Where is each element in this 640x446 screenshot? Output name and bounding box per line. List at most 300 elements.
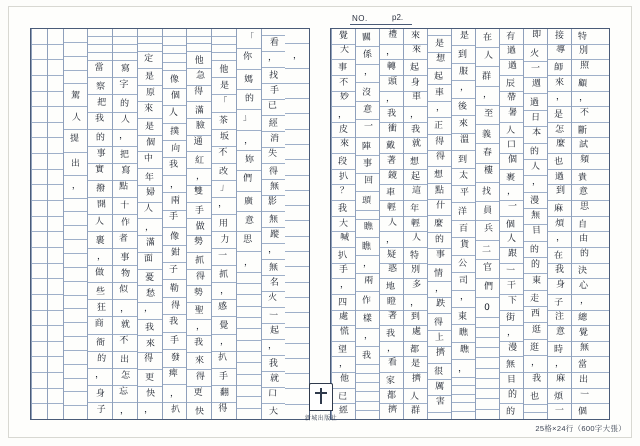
grid-cell [32,169,47,185]
grid-cell [548,403,571,419]
grid-cell [187,218,211,235]
grid-cell-char: 年 [144,172,155,183]
grid-cell [595,122,609,138]
grid-cell-char: 覺 [578,327,589,339]
grid-cell-char: 商 [94,319,104,330]
grid-cell [332,247,355,263]
grid-cell-char: 即 [531,30,542,41]
grid-cell [64,281,88,295]
grid-cell [595,263,609,279]
grid-cell [356,291,379,309]
grid-cell [138,168,162,185]
grid-cell [404,278,427,294]
grid-cell-char: ， [267,340,277,352]
grid-cell-char: 擠 [387,405,398,416]
grid-cell [404,44,427,60]
grid-cell-char: 帶 [506,93,517,104]
grid-cell [64,253,88,267]
grid-cell [476,327,499,337]
grid-cell [452,115,475,132]
grid-cell-char: 很 [433,366,444,377]
grid-cell [524,208,547,224]
grid-cell [548,75,571,91]
grid-cell [572,231,595,247]
grid-cell [380,216,403,232]
grid-cell-char: 看 [387,358,398,369]
grid-cell-char: 狂 [96,302,106,314]
grid-cell-char: 疑 [386,249,397,260]
grid-cell [64,129,88,152]
grid-column [162,29,187,419]
grid-cell [262,339,286,355]
grid-cell-char: 頭 [361,196,372,207]
grid-cell-char: 得 [193,86,203,98]
grid-cell [113,282,137,299]
grid-cell [595,200,609,216]
grid-cell [285,312,309,327]
grid-cell-char: 麻 [555,373,566,385]
grid-cell-char: 顧 [577,78,588,89]
grid-cell [380,91,403,107]
grid-cell [380,247,403,263]
grid-cell [48,263,63,279]
grid-cell [356,137,379,155]
grid-cell [48,184,63,200]
grid-cell-char: 不 [119,336,129,347]
grid-cell-char: 已 [267,100,277,112]
grid-cell-char: 我 [410,124,421,135]
grid-cell-char: 起 [411,171,421,182]
grid-cell [500,122,523,138]
grid-cell [138,135,162,152]
grid-cell [163,140,187,157]
grid-cell [138,252,162,269]
grid-cell-char: 0 [483,302,490,314]
grid-column [261,29,286,419]
grid-cell-char: 撥 [95,184,105,195]
grid-cell [356,119,379,137]
grid-cell-char: 干 [506,280,517,292]
grid-cell [356,364,379,373]
grid-cell-char: 別 [410,265,421,276]
grid-column [211,29,236,419]
grid-cell-char: 裹 [505,172,516,183]
grid-cell-char: 西 [530,309,541,320]
grid-cell [524,404,547,411]
grid-cell-char: 來 [145,338,156,349]
grid-cell [548,153,571,169]
grid-cell [285,343,309,358]
grid-cell-char: 通 [193,137,203,148]
grid-cell [572,356,595,372]
grid-cell-char: 實 [94,165,104,176]
grid-cell [262,179,286,195]
grid-cell [380,294,403,310]
grid-cell [262,51,286,67]
grid-cell [548,325,571,341]
grid-cell-char: 思 [580,201,590,212]
grid-cell [163,29,187,36]
grid-cell [380,75,403,91]
grid-cell [428,248,451,264]
grid-cell-char: 怎 [554,124,565,135]
grid-cell-char: 意 [578,187,589,198]
grid-cell [452,255,475,272]
grid-cell-char: 擠 [436,348,446,359]
grid-cell [500,341,523,357]
grid-cell-char: ， [143,304,154,315]
grid-column [112,29,137,419]
grid-cell-char: 的 [531,260,541,271]
publisher-stamp [300,383,342,422]
grid-cell-char: 皮 [339,124,349,135]
grid-cell-char: 得 [170,300,180,311]
grid-cell [548,91,571,107]
grid-cell [64,42,88,56]
grid-cell [138,369,162,386]
grid-cell [262,227,286,243]
grid-cell-char: 媽 [243,74,254,85]
grid-cell [548,263,571,279]
grid-cell [356,310,379,328]
grid-cell-char: ， [532,177,542,188]
grid-cell [212,29,236,36]
grid-cell-char: 發 [170,352,180,363]
grid-cell [64,56,88,70]
grid-cell [212,163,236,180]
grid-cell-char: 你 [243,52,253,63]
grid-column [499,29,523,419]
grid-cell-char: 溫 [460,135,470,146]
grid-cell-char: 這 [411,186,422,197]
grid-cell-char: 者 [119,233,129,244]
grid-cell [237,294,261,305]
grid-cell-char: 總 [577,313,588,324]
grid-cell-char: 漫 [507,342,518,353]
grid-cell [212,214,236,231]
grid-cell-char: ， [555,92,566,103]
grid-cell-char: 火 [529,48,540,59]
grid-cell [212,44,236,52]
grid-cell [212,248,236,265]
grid-cell-char: 裹 [95,235,105,246]
grid-cell [138,151,162,168]
grid-cell [548,388,571,404]
grid-cell-char: 目 [531,226,542,237]
grid-cell [212,112,236,129]
grid-cell-char: 察 [95,81,105,93]
grid-cell [332,106,355,122]
grid-cell-char: ， [120,303,130,315]
grid-cell-char: ， [292,51,302,62]
grid-cell [262,371,286,387]
grid-column [379,29,403,419]
grid-cell [88,52,112,60]
grid-cell [332,294,355,310]
grid-cell [524,372,547,388]
grid-cell-char: 感 [218,301,228,313]
grid-cell-char: 意 [555,326,566,338]
grid-cell [452,307,475,324]
grid-cell-char: 平 [459,187,470,198]
grid-cell-char: 車 [434,87,445,98]
publisher-stamp-text: 新城出版社 [304,415,338,422]
grid-cell-char: 像 [169,74,180,86]
grid-cell-char: 雙 [193,187,203,198]
grid-cell-char: 擠 [411,373,422,385]
grid-cell [380,169,403,185]
grid-cell-char: 愁 [146,288,156,299]
grid-cell [64,336,88,350]
grid-cell [332,356,355,372]
grid-cell-char: 人 [121,114,131,126]
grid-cell-char: 導 [555,45,566,56]
grid-cell [572,29,595,44]
grid-cell-char: 找 [481,187,492,198]
grid-cell [500,231,523,247]
grid-cell [32,153,47,169]
grid-cell-char: 妳 [245,154,255,166]
grid-cell [285,282,309,297]
grid-cell [524,61,547,77]
grid-cell [356,255,379,273]
grid-cell [163,192,187,209]
grid-cell-char: 四 [337,297,348,308]
grid-cell-char: ， [169,388,179,399]
grid-cell [404,356,427,372]
grid-cell [88,163,112,180]
grid-cell [356,210,379,219]
grid-cell-char: 得 [218,404,228,415]
grid-cell [187,68,211,85]
grid-cell [212,197,236,214]
grid-cell-char: 年 [409,203,420,215]
grid-cell [572,184,595,200]
grid-cell [404,216,427,232]
grid-cell [237,69,261,89]
grid-cell-char: 無 [268,262,278,274]
grid-cell [212,351,236,368]
grid-cell-char: 員 [482,205,493,216]
grid-cell-char: 沒 [361,87,372,98]
grid-cell [237,130,261,150]
grid-cell [187,335,211,352]
grid-cell [476,278,499,297]
grid-cell [548,247,571,263]
grid-cell [285,175,309,190]
grid-cell [113,180,137,197]
grid-cell-char: 茶 [219,115,229,127]
grid-cell-char: 力 [220,234,230,245]
grid-cell-char: 本 [531,128,542,139]
grid-cell-char: 一 [507,201,518,213]
grid-cell-char: 他 [219,64,229,75]
grid-cell-char: 失 [267,148,278,160]
grid-cell-char: 春 [482,147,493,159]
grid-cell [138,302,162,319]
grid-cell-char: 的 [505,407,516,418]
grid-cell-char: 得 [144,354,154,365]
grid-cell-char: 決 [577,266,588,277]
grid-cell [32,356,47,372]
grid-cell-char: ， [385,94,396,105]
grid-cell [595,137,609,153]
grid-cell-char: 紅 [194,155,204,166]
grid-cell [428,166,451,182]
grid-cell [548,341,571,357]
grid-cell-char: ， [339,359,349,370]
grid-cell-char: 人 [505,125,516,136]
grid-cell-char: 的 [434,234,445,246]
grid-cell [428,215,451,231]
grid-cell [113,265,137,282]
grid-cell [285,236,309,251]
grid-cell [524,224,547,240]
grid-cell [500,247,523,263]
grid-cell [476,240,499,259]
grid-cell [380,372,403,388]
grid-cell-char: ， [457,363,468,375]
grid-cell [572,75,595,91]
grid-cell [500,294,523,310]
grid-cell-char: 大 [268,406,279,418]
grid-cell-char: ， [169,179,179,190]
grid-cell-char: 的 [95,133,105,144]
grid-cell-char: 像 [169,231,180,243]
grid-cell [237,109,261,129]
grid-cell [595,91,609,107]
grid-cell-char: 跟 [507,248,518,259]
grid-cell [48,403,63,419]
grid-cell [524,126,547,142]
grid-cell-char: 得 [195,271,205,283]
grid-cell [524,241,547,257]
grid-cell-char: 正 [433,121,444,132]
grid-cell-char: 人 [507,234,517,245]
grid-cell [500,310,523,326]
grid-cell [187,402,211,419]
grid-cell-char: 至 [483,108,494,119]
grid-cell [500,403,523,419]
grid-cell [48,44,63,60]
grid-cell-char: 把 [120,150,130,161]
grid-cell [572,137,595,153]
grid-cell-char: 想 [433,170,444,181]
grid-cell-char: 走 [529,293,540,305]
grid-cell-char: 著 [388,311,398,322]
grid-cell [428,117,451,133]
grid-cell-char: 臉 [195,121,205,132]
grid-cell [237,374,261,385]
grid-cell-char: 跌 [435,299,446,310]
grid-cell [88,368,112,385]
grid-cell [380,325,403,341]
grid-cell [452,168,475,185]
grid-cell-char: 似 [119,284,129,296]
grid-column [87,29,112,419]
grid-cell [380,231,403,247]
grid-cell [212,385,236,402]
grid-cell [163,123,187,140]
manuscript-grid-right [330,28,610,420]
grid-cell [32,184,47,200]
grid-cell [64,364,88,378]
grid-cell-char: 妙 [339,92,350,103]
grid-cell-char: 不 [218,148,228,159]
grid-cell-char: 頭 [388,76,398,87]
grid-cell [187,168,211,185]
grid-cell-char: 找 [268,70,279,82]
grid-cell [32,29,47,44]
grid-cell [262,99,286,115]
grid-cell-char: 抓 [219,269,229,280]
publisher-logo-icon [309,383,333,411]
grid-cell [332,44,355,60]
grid-cell [237,283,261,294]
grid-cell-char: ， [96,251,106,262]
grid-column [595,29,609,419]
grid-cell-char: 人 [144,203,154,215]
grid-cell-char: 段 [337,156,348,168]
grid-cell [212,334,236,351]
grid-cell [138,335,162,352]
grid-cell [428,281,451,297]
grid-cell [64,211,88,225]
grid-cell [500,200,523,216]
grid-cell-char: 是 [145,122,155,133]
grid-cell [113,299,137,316]
grid-cell-char: 得 [434,136,445,147]
grid-cell [428,346,451,362]
grid-cell [88,94,112,111]
grid-cell [428,150,451,166]
grid-cell-char: 一 [530,63,541,75]
grid-cell-char: 更 [145,373,155,384]
grid-cell [548,122,571,138]
grid-cell-char: 做 [195,221,205,232]
grid-cell [113,402,137,419]
grid-cell [262,275,286,291]
grid-cell [524,159,547,175]
grid-cell-char: 個 [170,91,180,102]
grid-cell-char: 我 [268,359,278,369]
grid-cell [262,211,286,227]
grid-cell-char: 的 [120,98,130,110]
grid-cell [48,231,63,247]
grid-cell [332,137,355,153]
grid-cell-char: 瞧 [363,221,374,232]
grid-cell-char: 子 [96,405,106,416]
grid-cell [262,115,286,131]
grid-cell-char: 經 [268,119,278,129]
grid-cell-char: 一 [218,250,228,261]
grid-cell-char: 人 [411,233,422,244]
grid-column [236,29,261,419]
grid-cell [595,341,609,357]
grid-cell [88,265,112,282]
grid-cell [428,68,451,84]
grid-cell [64,239,88,253]
grid-cell-char: 蹤 [269,229,280,241]
grid-cell [163,62,187,70]
grid-cell [452,45,475,62]
grid-cell-char: 輕 [386,202,397,214]
grid-cell-char: 勒 [169,284,179,295]
grid-cell [500,91,523,107]
grid-cell [404,231,427,247]
grid-cell-char: 無 [268,214,278,226]
grid-cell-char: ， [220,285,230,297]
